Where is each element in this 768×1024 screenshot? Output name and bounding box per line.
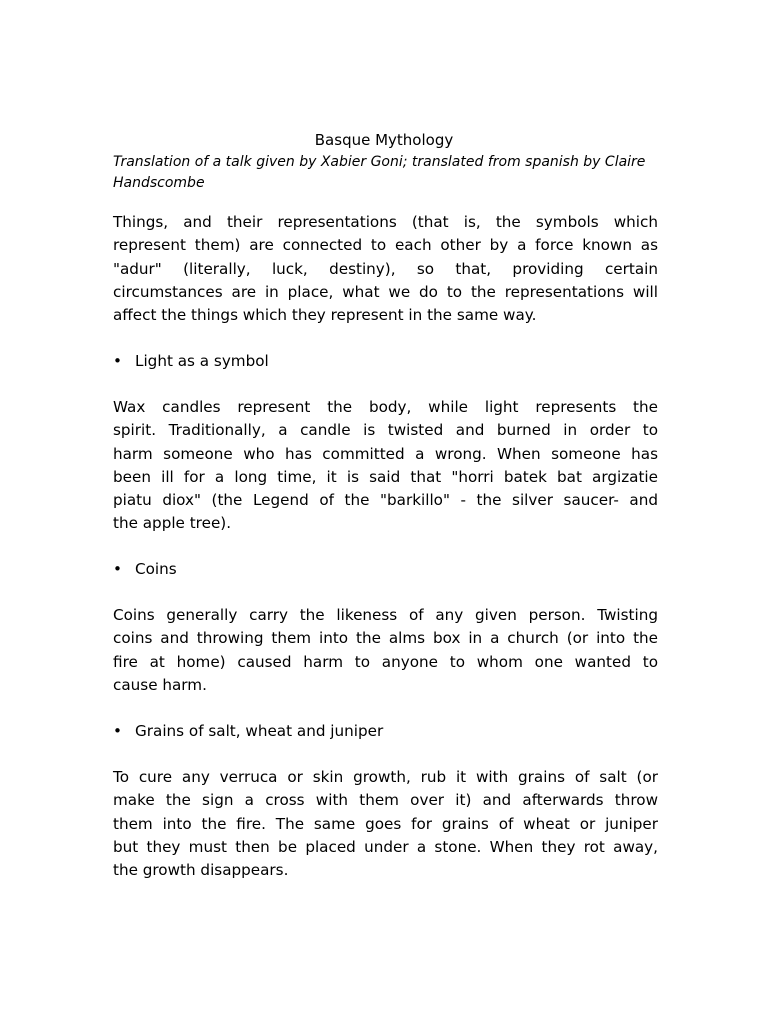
paragraph-line: cause harm.: [113, 675, 207, 694]
section-heading-coins: [113, 558, 658, 580]
section-heading-label: Light as a symbol: [135, 352, 269, 370]
paragraph-line: them into the fire. The same goes for grains of wheat or juniper: [113, 814, 658, 833]
intro-paragraph: [113, 211, 658, 327]
subtitle-line: Translation of a talk given by Xabier Goni; translated from spanish by Claire: [113, 154, 646, 170]
section-heading-light: [113, 350, 658, 372]
paragraph-line: Things, and their representations (that is, the symbols which: [113, 213, 658, 231]
section-heading-label: Grains of salt, wheat and juniper: [135, 722, 384, 740]
grains-paragraph: [113, 766, 658, 882]
bullet-icon: •: [113, 722, 122, 740]
paragraph-line: piatu diox" (the Legend of the "barkillo" - the silver saucer- and: [113, 491, 658, 510]
paragraph-line: fire at home) caused harm to anyone to whom one wanted to: [113, 652, 658, 671]
paragraph-line: circumstances are in place, what we do to the representations will: [113, 282, 658, 301]
paragraph-line: but they must then be placed under a stone. When they rot away,: [113, 837, 658, 856]
coins-paragraph: [113, 604, 658, 697]
paragraph-line: represent them) are connected to each other by a force known as: [113, 236, 658, 255]
paragraph-line: Coins generally carry the likeness of any given person. Twisting: [113, 606, 658, 624]
bullet-icon: •: [113, 352, 122, 370]
paragraph-line: To cure any verruca or skin growth, rub it with grains of salt (or: [113, 768, 658, 786]
paragraph-line: the apple tree).: [113, 514, 232, 533]
subtitle-line: Handscombe: [113, 175, 205, 191]
paragraph-line: Wax candles represent the body, while light represents the: [113, 398, 658, 416]
section-heading-grains: [113, 720, 658, 742]
paragraph-line: spirit. Traditionally, a candle is twisted and burned in order to: [113, 421, 658, 440]
paragraph-line: coins and throwing them into the alms box in a church (or into the: [113, 629, 658, 648]
document-subtitle: [113, 152, 658, 194]
section-heading-label: Coins: [135, 560, 177, 578]
light-paragraph: [113, 396, 658, 536]
document-title: Basque Mythology: [314, 131, 454, 149]
paragraph-line: affect the things which they represent in the same way.: [113, 306, 537, 325]
paragraph-line: harm someone who has committed a wrong. When someone has: [113, 444, 658, 463]
paragraph-line: the growth disappears.: [113, 861, 289, 880]
paragraph-line: "adur" (literally, luck, destiny), so that, providing certain: [113, 259, 658, 278]
paragraph-line: been ill for a long time, it is said that "horri batek bat argizatie: [113, 467, 658, 486]
paragraph-line: make the sign a cross with them over it) and afterwards throw: [113, 791, 658, 810]
bullet-icon: •: [113, 560, 122, 578]
